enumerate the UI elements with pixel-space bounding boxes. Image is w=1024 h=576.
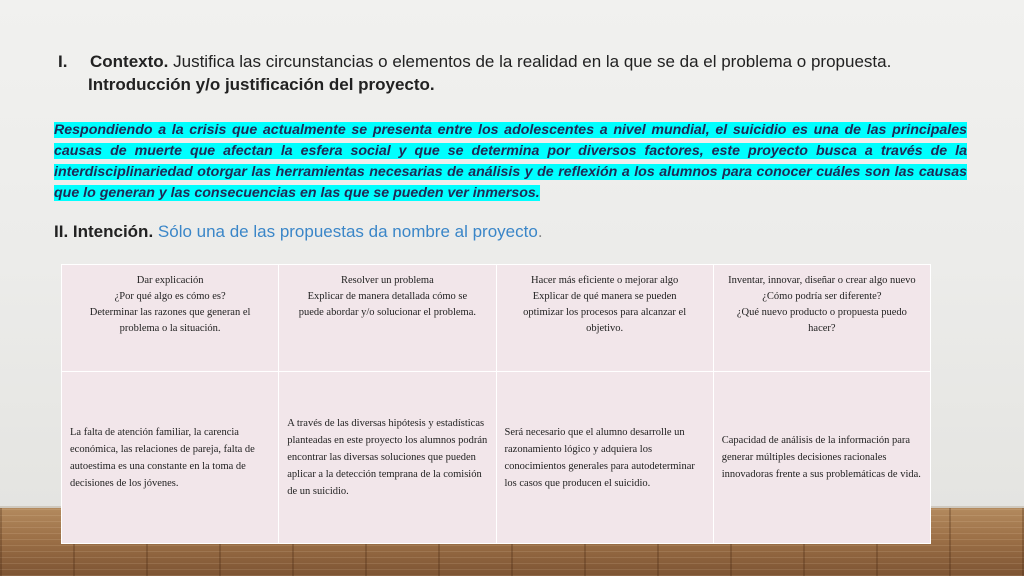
header-line: ¿Por qué algo es cómo es? — [114, 291, 226, 302]
table-cell: A través de las diversas hipótesis y estadísticas planteadas en este proyecto los alumnos podrán encontrar las diversas soluciones que pueden aplicar a la detección temprana de la comisión de un suicidio. — [279, 372, 496, 544]
proposal-table — [61, 264, 931, 544]
header-line: Explicar de qué manera se pueden — [532, 291, 677, 302]
header-line: optimizar los procesos para alcanzar el — [523, 307, 687, 318]
header-line: Determinar las razones que generan el — [89, 307, 251, 318]
header-line: problema o la situación. — [119, 323, 221, 334]
header-line: ¿Cómo podría ser diferente? — [762, 291, 882, 302]
header-line: Hacer más eficiente o mejorar algo — [531, 275, 679, 286]
header-line: puede abordar y/o solucionar el problema. — [298, 307, 477, 318]
paragraph-text: Respondiendo a la crisis que actualmente se presenta entre los adolescentes a nivel mundial, el suicidio es una de las principales causas de muerte que afectan la esfera social y que se determina por diversos factores, este proyecto busca a través de la interdisciplinariedad otorgar las herramientas necesarias de análisis y de reflexión a los alumnos para conocer cuáles son las causas que lo generan y las consecuencias en las que se pueden ver inmersos. — [54, 122, 967, 201]
table-cell: Será necesario que el alumno desarrolle un razonamiento lógico y adquiera los conocimientos generales para autodeterminar los casos que producen el suicidio. — [496, 372, 713, 544]
intention-note: Sólo una de las propuestas da nombre al proyecto — [153, 222, 538, 241]
section-heading — [58, 50, 958, 96]
header-line: Explicar de manera detallada cómo se — [307, 291, 468, 302]
section-number: I. — [58, 52, 68, 71]
header-cell-improve — [496, 265, 713, 372]
section-subtitle: Introducción y/o justificación del proyecto. — [88, 75, 435, 94]
intention-heading — [54, 222, 543, 242]
header-line: Resolver un problema — [341, 275, 434, 286]
highlighted-paragraph — [54, 120, 967, 204]
header-cell-explain — [62, 265, 279, 372]
header-line: Inventar, innovar, diseñar o crear algo nuevo — [728, 275, 916, 286]
header-line: hacer? — [808, 323, 836, 334]
header-cell-solve — [279, 265, 496, 372]
section-description: Justifica las circunstancias o elementos de la realidad en la que se da el problema o propuesta. — [168, 52, 892, 71]
table-cell: La falta de atención familiar, la carencia económica, las relaciones de pareja, falta de autoestima es una constante en la toma de decisiones de los jóvenes. — [62, 372, 279, 544]
table-cell: Capacidad de análisis de la información para generar múltiples decisiones racionales innovadoras frente a sus problemáticas de vida. — [713, 372, 930, 544]
header-line: Dar explicación — [136, 275, 204, 286]
header-line: ¿Qué nuevo producto o propuesta puedo — [736, 307, 907, 318]
intention-label: II. Intención. — [54, 222, 154, 241]
table-header-row — [62, 265, 931, 372]
intention-dot: . — [537, 222, 543, 241]
header-cell-innovate — [713, 265, 930, 372]
table-row — [62, 372, 931, 544]
section-title: Contexto. — [90, 52, 169, 71]
header-line: objetivo. — [586, 323, 624, 334]
